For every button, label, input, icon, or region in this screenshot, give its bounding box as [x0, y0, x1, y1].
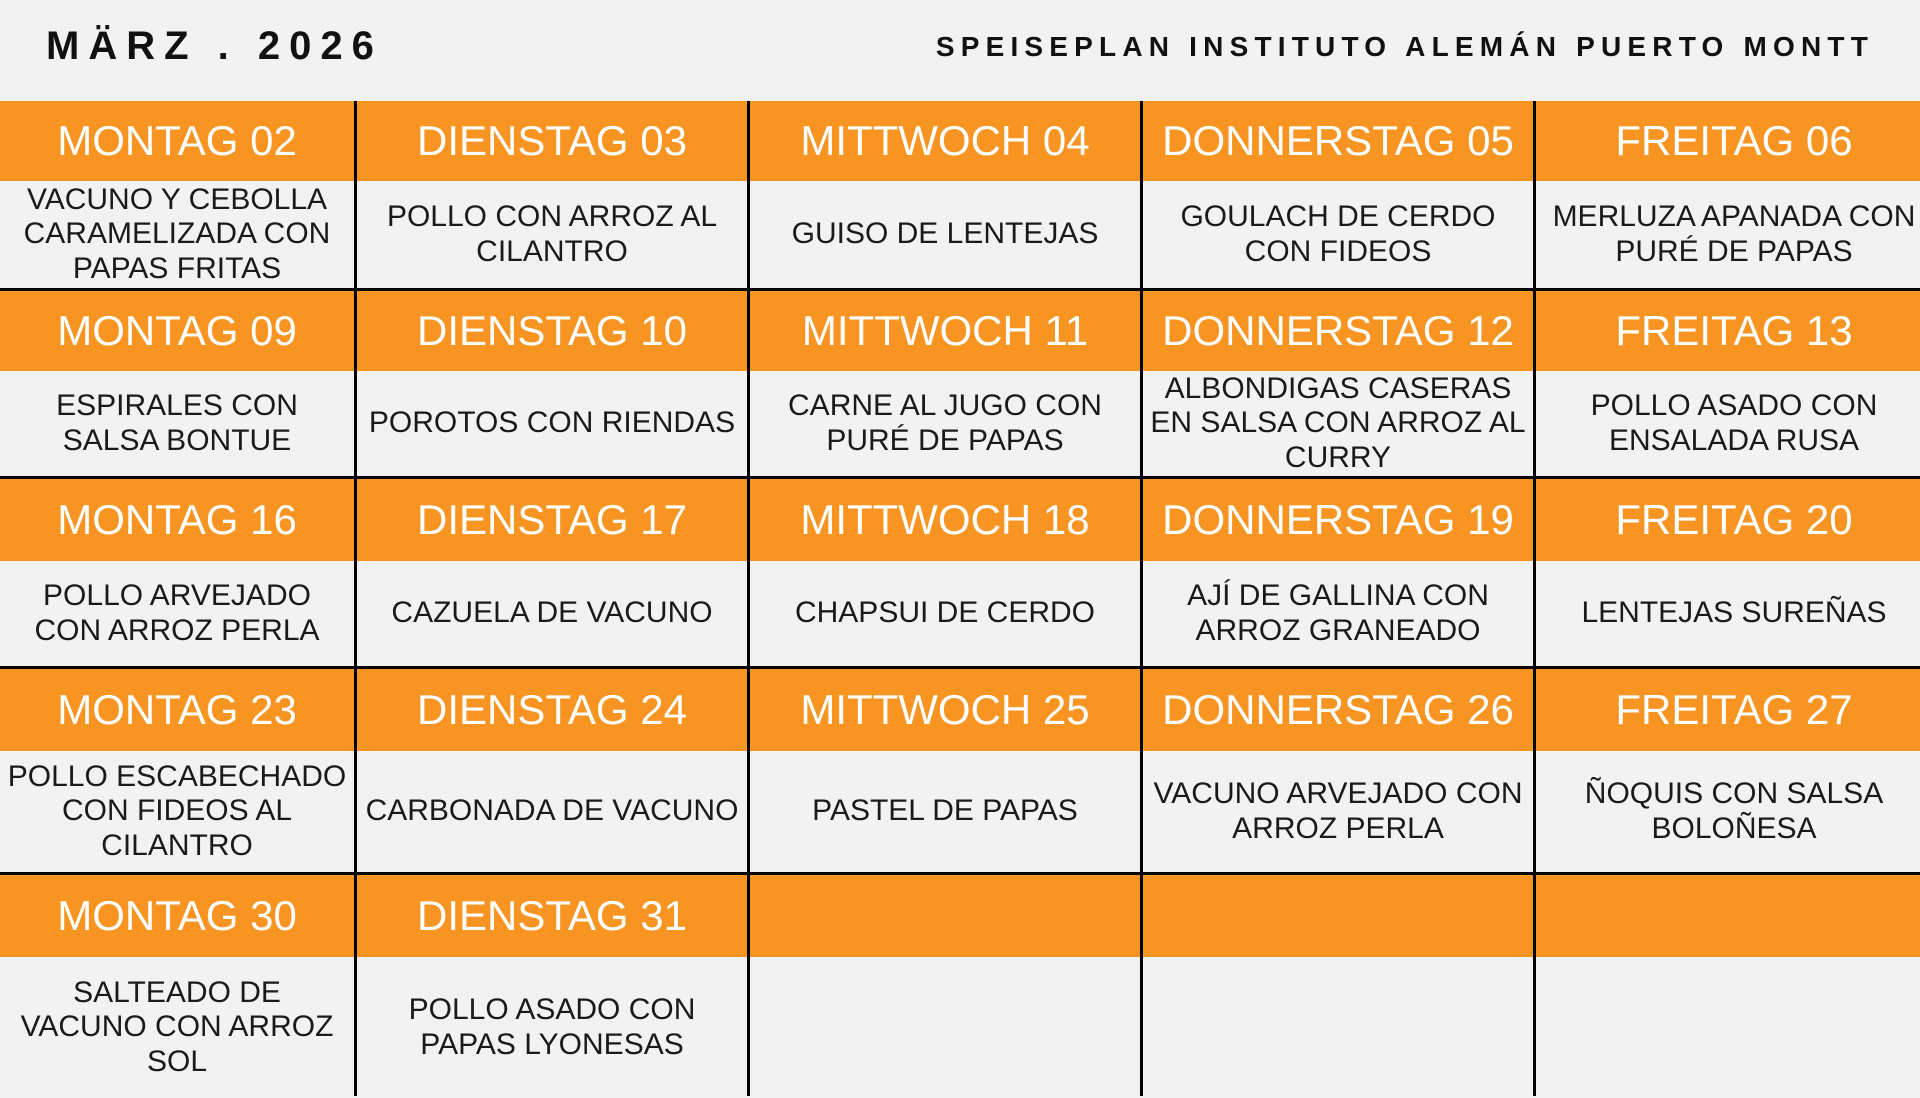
day-header: DONNERSTAG 05 [1143, 101, 1533, 181]
day-header: MITTWOCH 18 [750, 479, 1140, 561]
meal-text: CARNE AL JUGO CON PURÉ DE PAPAS [788, 389, 1102, 457]
day-header: MONTAG 30 [0, 875, 354, 957]
menu-calendar-grid [0, 101, 1920, 1096]
day-header [1536, 875, 1920, 957]
meal-cell [0, 561, 354, 669]
meal-text: ESPIRALES CON SALSA BONTUE [56, 389, 298, 457]
meal-text: POLLO ASADO CON PAPAS LYONESAS [408, 993, 696, 1061]
meal-cell [750, 957, 1140, 1098]
day-header: FREITAG 20 [1536, 479, 1920, 561]
meal-text: GUISO DE LENTEJAS [791, 217, 1099, 251]
day-header: FREITAG 27 [1536, 669, 1920, 751]
day-header: FREITAG 06 [1536, 101, 1920, 181]
meal-cell [357, 181, 747, 291]
day-header [750, 875, 1140, 957]
meal-text: POLLO CON ARROZ AL CILANTRO [386, 200, 718, 268]
day-header: DIENSTAG 24 [357, 669, 747, 751]
meal-cell [750, 181, 1140, 291]
day-header: MITTWOCH 11 [750, 291, 1140, 371]
meal-text: POLLO ESCABECHADO CON FIDEOS AL CILANTRO [7, 759, 347, 862]
meal-cell [357, 751, 747, 875]
meal-cell [1536, 751, 1920, 875]
day-header: MONTAG 09 [0, 291, 354, 371]
meal-cell [1536, 957, 1920, 1098]
meal-text: SALTEADO DE VACUNO CON ARROZ SOL [20, 975, 334, 1078]
meal-cell [357, 957, 747, 1098]
day-header: DONNERSTAG 26 [1143, 669, 1533, 751]
meal-cell [0, 371, 354, 479]
meal-cell [1143, 181, 1533, 291]
meal-cell [0, 751, 354, 875]
meal-cell [750, 371, 1140, 479]
day-header: DIENSTAG 17 [357, 479, 747, 561]
meal-cell [1536, 561, 1920, 669]
meal-text: AJÍ DE GALLINA CON ARROZ GRANEADO [1187, 579, 1489, 647]
meal-text: CARBONADA DE VACUNO [365, 794, 739, 828]
meal-text: MERLUZA APANADA CON PURÉ DE PAPAS [1552, 200, 1916, 268]
meal-cell [1143, 371, 1533, 479]
day-header [1143, 875, 1533, 957]
day-header: DIENSTAG 10 [357, 291, 747, 371]
meal-text: POLLO ASADO CON ENSALADA RUSA [1590, 389, 1878, 457]
day-header: MONTAG 16 [0, 479, 354, 561]
meal-cell [1143, 957, 1533, 1098]
meal-cell [357, 371, 747, 479]
day-header: FREITAG 13 [1536, 291, 1920, 371]
page-title: MÄRZ . 2026 [46, 24, 383, 68]
meal-cell [0, 957, 354, 1098]
day-header: DONNERSTAG 12 [1143, 291, 1533, 371]
day-header: DONNERSTAG 19 [1143, 479, 1533, 561]
day-header: MONTAG 02 [0, 101, 354, 181]
day-header: DIENSTAG 31 [357, 875, 747, 957]
meal-text: CHAPSUI DE CERDO [794, 596, 1096, 630]
meal-text: ALBONDIGAS CASERAS EN SALSA CON ARROZ AL CURRY [1150, 371, 1526, 474]
meal-text: CAZUELA DE VACUNO [391, 596, 713, 630]
menu-subtitle: SPEISEPLAN INSTITUTO ALEMÁN PUERTO MONTT [935, 31, 1874, 62]
meal-text: LENTEJAS SUREÑAS [1581, 596, 1887, 630]
meal-cell [750, 751, 1140, 875]
meal-text: POLLO ARVEJADO CON ARROZ PERLA [34, 579, 320, 647]
day-header: MONTAG 23 [0, 669, 354, 751]
meal-text: VACUNO Y CEBOLLA CARAMELIZADA CON PAPAS FRITAS [23, 182, 331, 285]
day-header: MITTWOCH 04 [750, 101, 1140, 181]
meal-cell [1536, 371, 1920, 479]
meal-cell [750, 561, 1140, 669]
meal-text: GOULACH DE CERDO CON FIDEOS [1180, 200, 1496, 268]
meal-cell [357, 561, 747, 669]
meal-cell [0, 181, 354, 291]
day-header: DIENSTAG 03 [357, 101, 747, 181]
meal-text: PASTEL DE PAPAS [812, 794, 1078, 828]
meal-text: VACUNO ARVEJADO CON ARROZ PERLA [1153, 777, 1523, 845]
meal-cell [1143, 751, 1533, 875]
meal-cell [1536, 181, 1920, 291]
meal-cell [1143, 561, 1533, 669]
day-header: MITTWOCH 25 [750, 669, 1140, 751]
meal-text: ÑOQUIS CON SALSA BOLOÑESA [1584, 777, 1884, 845]
meal-text: POROTOS CON RIENDAS [368, 406, 736, 440]
